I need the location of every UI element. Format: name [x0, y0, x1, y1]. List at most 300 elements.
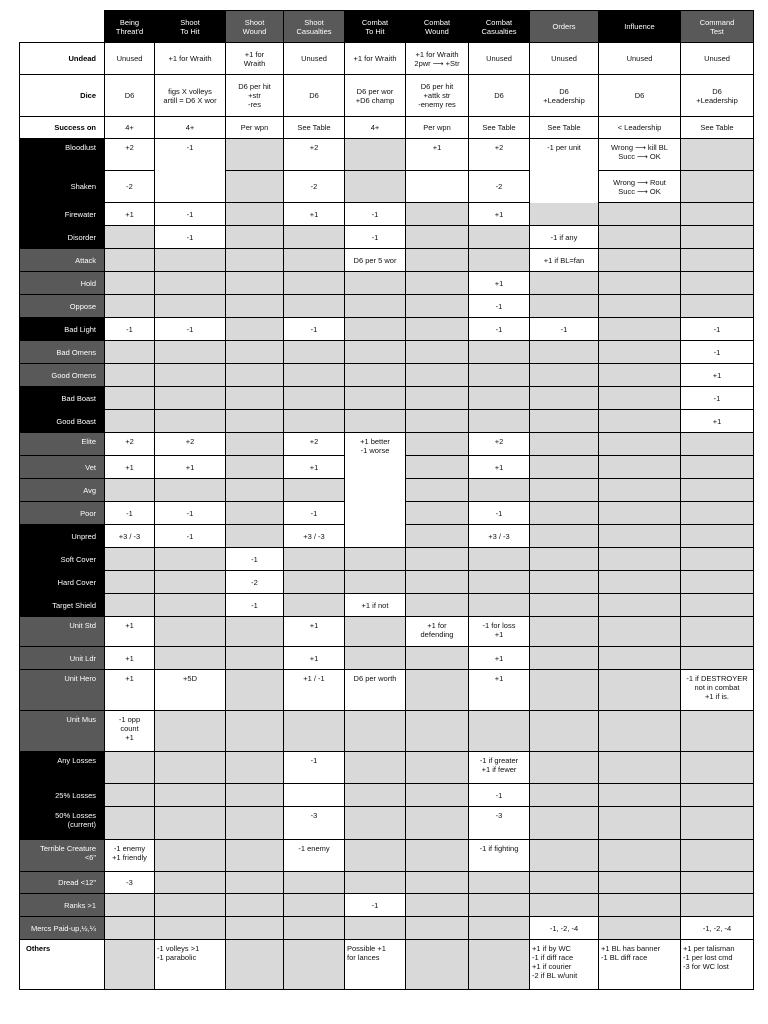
- table-cell: +1: [681, 410, 754, 433]
- table-cell: D6 per 5 wor: [345, 249, 406, 272]
- table-cell: D6 per hit +attk str -enemy res: [406, 75, 469, 117]
- table-cell: [105, 752, 155, 784]
- row-label: Unit Std: [20, 617, 105, 647]
- table-cell: [345, 617, 406, 647]
- table-cell: [469, 594, 530, 617]
- row-bad-light: [20, 318, 754, 341]
- row-unit-hero: [20, 670, 754, 711]
- table-cell: [681, 433, 754, 456]
- row-label: Good Omens: [20, 364, 105, 387]
- table-cell: [530, 752, 599, 784]
- table-cell: +1: [469, 670, 530, 711]
- table-cell: [155, 479, 226, 502]
- table-cell: -1: [105, 502, 155, 525]
- table-cell: [599, 479, 681, 502]
- column-header-shoot-to-hit: Shoot To Hit: [155, 11, 226, 43]
- table-cell: +1 / -1: [284, 670, 345, 711]
- table-cell: See Table: [681, 117, 754, 139]
- row-target-shield: [20, 594, 754, 617]
- table-cell: +1 for Wraith 2pwr ⟶ +Str: [406, 43, 469, 75]
- table-cell: [599, 433, 681, 456]
- table-cell: [406, 295, 469, 318]
- table-cell: [681, 647, 754, 670]
- table-cell: [345, 917, 406, 940]
- table-cell: +1 if by WC -1 if diff race +1 if courier -2 if BL w/unit: [530, 940, 599, 990]
- table-cell: -1: [284, 502, 345, 525]
- table-cell: -1: [469, 784, 530, 807]
- table-cell: [155, 249, 226, 272]
- table-cell: [681, 456, 754, 479]
- table-cell: [469, 387, 530, 410]
- row-label: Any Losses: [20, 752, 105, 784]
- table-cell: [599, 548, 681, 571]
- row-label: 25% Losses: [20, 784, 105, 807]
- row-label: Vet: [20, 456, 105, 479]
- table-cell: [226, 940, 284, 990]
- table-cell: -1: [681, 318, 754, 341]
- table-cell: [406, 571, 469, 594]
- table-cell: [406, 318, 469, 341]
- row-disorder: [20, 226, 754, 249]
- row-any-losses: [20, 752, 754, 784]
- row-label: Terrible Creature <6": [20, 840, 105, 872]
- table-cell: -1: [469, 318, 530, 341]
- table-cell: [226, 387, 284, 410]
- table-cell: [469, 341, 530, 364]
- table-cell: [599, 387, 681, 410]
- table-cell: -1: [226, 594, 284, 617]
- table-cell: [530, 272, 599, 295]
- table-cell: [530, 571, 599, 594]
- table-cell: [345, 364, 406, 387]
- row-attack: [20, 249, 754, 272]
- row-dice: [20, 75, 754, 117]
- table-cell: [530, 171, 599, 203]
- table-cell: 4+: [155, 117, 226, 139]
- table-cell: [469, 226, 530, 249]
- table-cell: -1 if DESTROYER not in combat +1 if is.: [681, 670, 754, 711]
- table-cell: [105, 807, 155, 840]
- table-cell: [599, 784, 681, 807]
- row-label: Unpred: [20, 525, 105, 548]
- table-cell: -1: [155, 525, 226, 548]
- table-cell: [406, 548, 469, 571]
- row-avg: [20, 479, 754, 502]
- table-cell: [155, 571, 226, 594]
- table-cell: [530, 894, 599, 917]
- table-cell: [226, 295, 284, 318]
- table-cell: [530, 807, 599, 840]
- table-cell: Per wpn: [406, 117, 469, 139]
- table-cell: 4+: [105, 117, 155, 139]
- table-cell: [681, 617, 754, 647]
- table-cell: [681, 272, 754, 295]
- table-cell: [105, 940, 155, 990]
- column-header-orders: Orders: [530, 11, 599, 43]
- table-cell: [105, 295, 155, 318]
- table-cell: [406, 479, 469, 502]
- row-label: Unit Mus: [20, 711, 105, 752]
- table-cell: [345, 711, 406, 752]
- corner-cell: [20, 11, 105, 43]
- table-cell: [155, 171, 226, 203]
- table-cell: D6 per hit +str -res: [226, 75, 284, 117]
- table-cell: [599, 571, 681, 594]
- table-cell: +1: [155, 456, 226, 479]
- table-cell: See Table: [469, 117, 530, 139]
- row-good-boast: [20, 410, 754, 433]
- table-cell: [226, 525, 284, 548]
- table-cell: [530, 548, 599, 571]
- table-cell: [599, 249, 681, 272]
- table-cell: [599, 410, 681, 433]
- table-cell: [284, 872, 345, 894]
- table-cell: [105, 894, 155, 917]
- table-cell: [345, 479, 406, 502]
- table-cell: -3: [105, 872, 155, 894]
- table-cell: [226, 410, 284, 433]
- table-cell: [284, 594, 345, 617]
- table-cell: [599, 295, 681, 318]
- column-header-being-threat-d: Being Threat'd: [105, 11, 155, 43]
- table-cell: [530, 295, 599, 318]
- row-elite: [20, 433, 754, 456]
- row-bad-boast: [20, 387, 754, 410]
- table-cell: [284, 784, 345, 807]
- row-label: Attack: [20, 249, 105, 272]
- table-cell: [226, 226, 284, 249]
- table-cell: [226, 341, 284, 364]
- table-cell: [530, 784, 599, 807]
- table-cell: D6: [469, 75, 530, 117]
- table-cell: [406, 410, 469, 433]
- table-cell: [530, 525, 599, 548]
- row-unpred: [20, 525, 754, 548]
- table-cell: [226, 139, 284, 171]
- table-cell: -2: [226, 571, 284, 594]
- table-cell: [599, 840, 681, 872]
- table-cell: [681, 171, 754, 203]
- header-row: [20, 11, 754, 43]
- table-cell: [681, 249, 754, 272]
- row-label: Bad Omens: [20, 341, 105, 364]
- table-cell: [406, 807, 469, 840]
- table-cell: [681, 295, 754, 318]
- table-cell: +1 BL has banner -1 BL diff race: [599, 940, 681, 990]
- row-label: Good Boast: [20, 410, 105, 433]
- table-cell: +1: [469, 647, 530, 670]
- row-label: Unit Hero: [20, 670, 105, 711]
- table-cell: -3: [284, 807, 345, 840]
- table-cell: -1: [530, 318, 599, 341]
- table-cell: [105, 548, 155, 571]
- table-cell: [530, 479, 599, 502]
- table-cell: [530, 617, 599, 647]
- table-cell: Unused: [469, 43, 530, 75]
- table-cell: [226, 249, 284, 272]
- table-cell: [155, 872, 226, 894]
- row-label: Poor: [20, 502, 105, 525]
- table-cell: [469, 364, 530, 387]
- table-cell: [599, 456, 681, 479]
- table-cell: [681, 807, 754, 840]
- table-cell: [345, 272, 406, 295]
- table-cell: [226, 272, 284, 295]
- table-cell: -1 for loss +1: [469, 617, 530, 647]
- row-hold: [20, 272, 754, 295]
- table-cell: [530, 364, 599, 387]
- table-cell: [406, 171, 469, 203]
- table-cell: [599, 226, 681, 249]
- table-cell: +3 / -3: [284, 525, 345, 548]
- table-cell: [155, 711, 226, 752]
- table-cell: [406, 502, 469, 525]
- table-cell: [105, 594, 155, 617]
- table-cell: [406, 272, 469, 295]
- table-cell: +1: [284, 617, 345, 647]
- table-cell: [345, 752, 406, 784]
- table-cell: [284, 226, 345, 249]
- table-cell: [105, 479, 155, 502]
- table-cell: [599, 647, 681, 670]
- table-cell: [469, 711, 530, 752]
- table-cell: [681, 894, 754, 917]
- table-cell: [284, 894, 345, 917]
- table-cell: [226, 479, 284, 502]
- table-cell: +1 for Wraith: [226, 43, 284, 75]
- table-cell: [155, 840, 226, 872]
- table-cell: -1: [155, 226, 226, 249]
- table-cell: +1 if not: [345, 594, 406, 617]
- table-cell: [406, 433, 469, 456]
- row-label: Ranks >1: [20, 894, 105, 917]
- table-cell: [599, 752, 681, 784]
- row-undead: [20, 43, 754, 75]
- table-cell: [155, 752, 226, 784]
- table-cell: -1: [155, 139, 226, 171]
- table-cell: [599, 872, 681, 894]
- table-cell: +1: [284, 456, 345, 479]
- table-cell: [406, 203, 469, 226]
- table-cell: [406, 872, 469, 894]
- table-cell: [599, 807, 681, 840]
- table-cell: +1 if BL=fan: [530, 249, 599, 272]
- table-cell: +3 / -3: [105, 525, 155, 548]
- table-cell: [530, 410, 599, 433]
- table-cell: [105, 571, 155, 594]
- table-cell: 4+: [345, 117, 406, 139]
- table-cell: [599, 364, 681, 387]
- table-cell: +2: [155, 433, 226, 456]
- table-cell: -1 if greater +1 if fewer: [469, 752, 530, 784]
- row-mercs: [20, 917, 754, 940]
- column-header-shoot-wound: Shoot Wound: [226, 11, 284, 43]
- row-label: Bad Light: [20, 318, 105, 341]
- table-cell: [469, 571, 530, 594]
- table-cell: +1: [681, 364, 754, 387]
- table-cell: [155, 917, 226, 940]
- table-cell: [530, 456, 599, 479]
- table-cell: Wrong ⟶ Rout Succ ⟶ OK: [599, 171, 681, 203]
- table-cell: [345, 387, 406, 410]
- table-cell: [599, 272, 681, 295]
- table-cell: [284, 272, 345, 295]
- table-cell: [599, 594, 681, 617]
- table-cell: [681, 594, 754, 617]
- table-cell: -2: [469, 171, 530, 203]
- table-cell: -2: [105, 171, 155, 203]
- table-cell: -1 volleys >1 -1 parabolic: [155, 940, 226, 990]
- row-unit-mus: [20, 711, 754, 752]
- row-label: Firewater: [20, 203, 105, 226]
- table-cell: -2: [284, 171, 345, 203]
- table-cell: [284, 341, 345, 364]
- table-cell: Unused: [284, 43, 345, 75]
- table-cell: [469, 940, 530, 990]
- table-cell: [406, 711, 469, 752]
- table-cell: [284, 249, 345, 272]
- table-cell: [226, 502, 284, 525]
- row-soft-cover: [20, 548, 754, 571]
- table-cell: [155, 617, 226, 647]
- table-cell: [226, 917, 284, 940]
- table-cell: D6 +Leadership: [530, 75, 599, 117]
- row-hard-cover: [20, 571, 754, 594]
- row-label: Target Shield: [20, 594, 105, 617]
- table-cell: [105, 784, 155, 807]
- row-firewater: [20, 203, 754, 226]
- table-cell: [345, 171, 406, 203]
- table-cell: [681, 139, 754, 171]
- table-cell: See Table: [530, 117, 599, 139]
- row-unit-std: [20, 617, 754, 647]
- table-cell: +1 for Wraith: [345, 43, 406, 75]
- table-cell: [406, 840, 469, 872]
- table-cell: [155, 272, 226, 295]
- table-cell: [530, 502, 599, 525]
- table-cell: +2: [469, 139, 530, 171]
- table-cell: [345, 571, 406, 594]
- table-cell: [406, 341, 469, 364]
- table-cell: [681, 548, 754, 571]
- table-cell: [530, 711, 599, 752]
- table-cell: [155, 647, 226, 670]
- table-cell: -1: [155, 318, 226, 341]
- table-cell: [284, 571, 345, 594]
- column-header-combat-casualties: Combat Casualties: [469, 11, 530, 43]
- row-unit-ldr: [20, 647, 754, 670]
- row-label: Dread <12": [20, 872, 105, 894]
- table-cell: D6 per worth: [345, 670, 406, 711]
- table-cell: -1 opp count +1: [105, 711, 155, 752]
- row-losses-25: [20, 784, 754, 807]
- table-cell: [681, 872, 754, 894]
- table-cell: [155, 341, 226, 364]
- table-cell: Wrong ⟶ kill BL Succ ⟶ OK: [599, 139, 681, 171]
- table-cell: [345, 647, 406, 670]
- table-cell: [105, 226, 155, 249]
- row-label: Hard Cover: [20, 571, 105, 594]
- table-cell: -1, -2, -4: [530, 917, 599, 940]
- table-cell: D6 +Leadership: [681, 75, 754, 117]
- row-label: Elite: [20, 433, 105, 456]
- table-cell: +1: [406, 139, 469, 171]
- table-cell: +5D: [155, 670, 226, 711]
- table-cell: [530, 647, 599, 670]
- row-others: [20, 940, 754, 990]
- table-cell: [599, 318, 681, 341]
- table-cell: < Leadership: [599, 117, 681, 139]
- table-cell: [155, 807, 226, 840]
- column-header-combat-wound: Combat Wound: [406, 11, 469, 43]
- row-label: Others: [20, 940, 105, 990]
- table-cell: [226, 670, 284, 711]
- table-cell: Unused: [105, 43, 155, 75]
- table-cell: [530, 840, 599, 872]
- table-cell: [681, 840, 754, 872]
- table-cell: [345, 295, 406, 318]
- table-cell: -1 per unit: [530, 139, 599, 171]
- table-cell: [155, 894, 226, 917]
- table-cell: [345, 502, 406, 525]
- table-cell: +1: [469, 203, 530, 226]
- table-cell: See Table: [284, 117, 345, 139]
- table-cell: -1: [284, 752, 345, 784]
- table-cell: [469, 410, 530, 433]
- table-cell: [105, 341, 155, 364]
- table-cell: [226, 364, 284, 387]
- table-cell: [345, 872, 406, 894]
- table-cell: [406, 647, 469, 670]
- table-cell: [406, 364, 469, 387]
- table-cell: [406, 940, 469, 990]
- table-cell: [226, 433, 284, 456]
- table-cell: [681, 479, 754, 502]
- table-cell: [599, 617, 681, 647]
- row-label: Oppose: [20, 295, 105, 318]
- row-label: Dice: [20, 75, 105, 117]
- table-cell: [406, 387, 469, 410]
- table-cell: -1: [105, 318, 155, 341]
- table-cell: Unused: [681, 43, 754, 75]
- table-cell: [226, 894, 284, 917]
- table-cell: +2: [105, 139, 155, 171]
- table-cell: [406, 594, 469, 617]
- table-cell: -1: [469, 502, 530, 525]
- column-header-combat-to-hit: Combat To Hit: [345, 11, 406, 43]
- table-cell: +1: [105, 670, 155, 711]
- table-cell: -1: [284, 318, 345, 341]
- table-cell: [530, 594, 599, 617]
- table-cell: +1: [284, 203, 345, 226]
- table-cell: D6 per wor +D6 champ: [345, 75, 406, 117]
- row-success: [20, 117, 754, 139]
- row-label: Hold: [20, 272, 105, 295]
- table-cell: +1: [105, 647, 155, 670]
- table-cell: [345, 525, 406, 548]
- table-cell: [105, 917, 155, 940]
- table-cell: [599, 502, 681, 525]
- table-cell: [226, 203, 284, 226]
- row-good-omens: [20, 364, 754, 387]
- table-cell: [284, 548, 345, 571]
- table-cell: [226, 647, 284, 670]
- table-cell: +1 for Wraith: [155, 43, 226, 75]
- table-cell: [406, 226, 469, 249]
- table-cell: [530, 341, 599, 364]
- table-cell: [284, 387, 345, 410]
- table-cell: [681, 752, 754, 784]
